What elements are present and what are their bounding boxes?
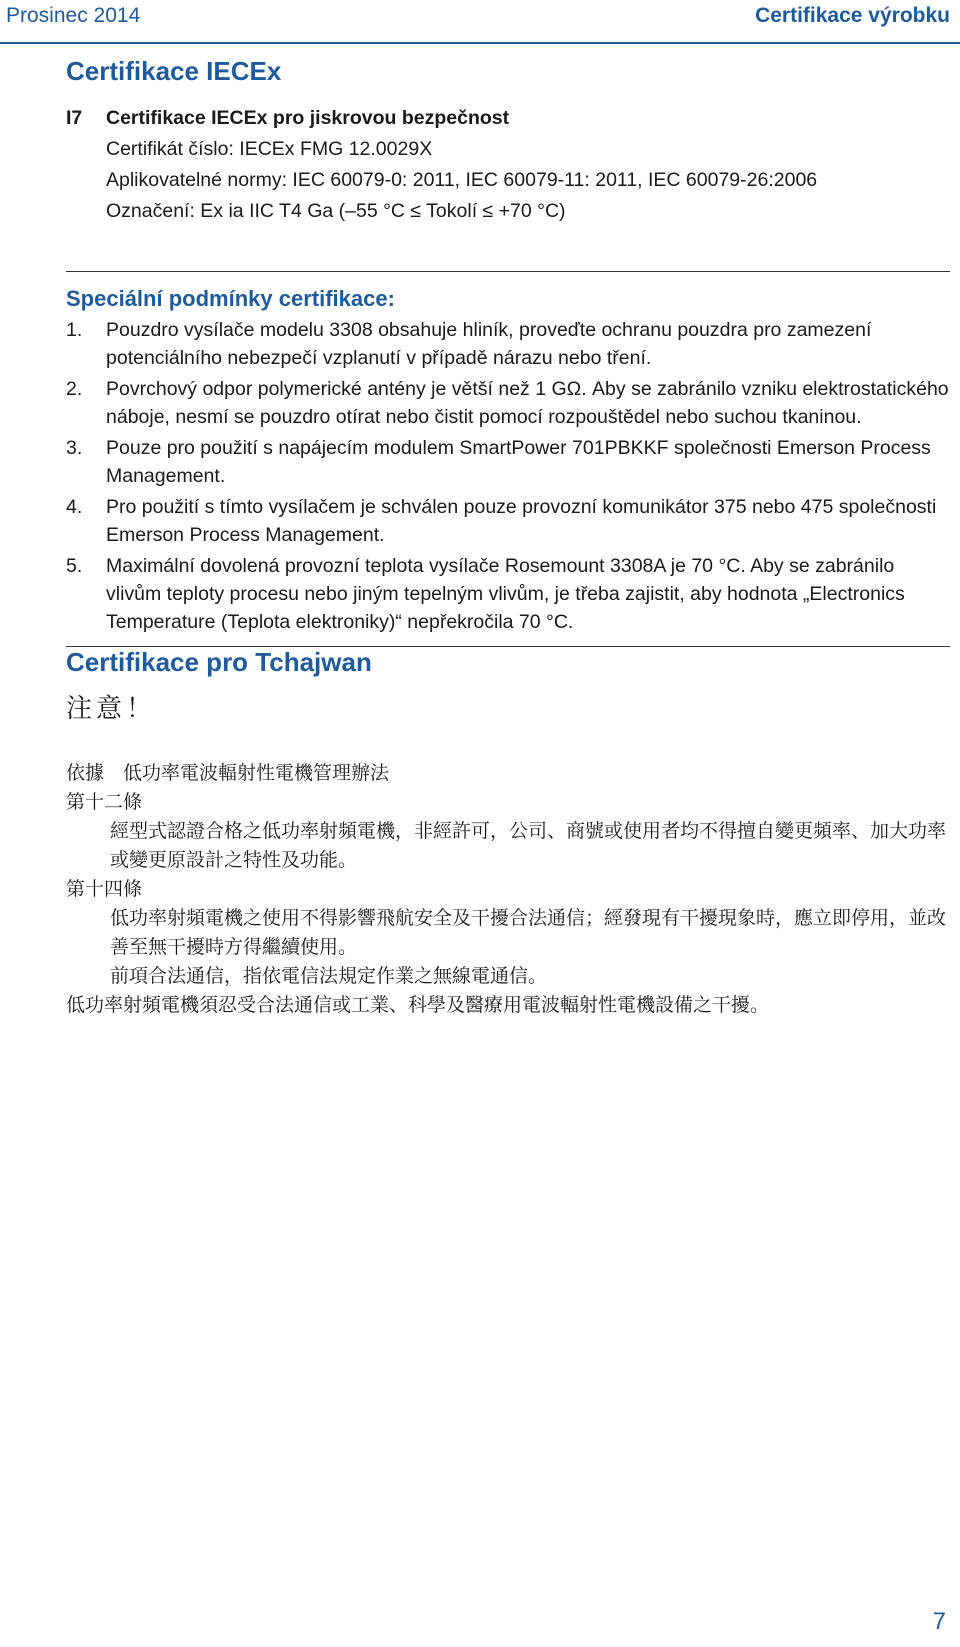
article-14-definition: 前項合法通信，指依電信法規定作業之無線電通信。	[110, 965, 548, 987]
article-14-interference: 低功率射頻電機須忍受合法通信或工業、科學及醫療用電波輻射性電機設備之干擾。	[66, 994, 770, 1016]
article-14-heading: 第十四條	[66, 878, 143, 900]
cert-marking: Označení: Ex ia IIC T4 Ga (–55 °C ≤ Tokolí ≤ +70 °C)	[106, 200, 566, 222]
iecex-section-title: Certifikace IECEx	[66, 56, 282, 86]
taiwan-section-title: Certifikace pro Tchajwan	[66, 647, 372, 677]
taiwan-notice: 注意！	[66, 694, 157, 724]
item-text: Pouze pro použití s napájecím modulem SmartPower 701PBKKF společnosti Emerson Process Management.	[106, 437, 931, 487]
taiwan-regulation-text	[66, 759, 950, 1020]
item-number: 2.	[66, 378, 83, 400]
list-item	[66, 493, 950, 549]
special-conditions-heading: Speciální podmínky certifikace:	[66, 286, 395, 311]
item-text: Pouzdro vysílače modelu 3308 obsahuje hliník, proveďte ochranu pouzdra pro zamezení potenciálního nebezpečí vzplanutí v případě nárazu nebo tření.	[106, 319, 872, 369]
item-text: Pro použití s tímto vysílačem je schválen pouze provozní komunikátor 375 nebo 475 společnosti Emerson Process Management.	[106, 496, 937, 546]
page-number: 7	[932, 1608, 946, 1635]
cert-standards: Aplikovatelné normy: IEC 60079-0: 2011, IEC 60079-11: 2011, IEC 60079-26:2006	[106, 169, 818, 191]
item-number: 4.	[66, 496, 83, 518]
article-12-text: 經型式認證合格之低功率射頻電機，非經許可，公司、商號或使用者均不得擅自變更頻率、加大功率或變更原設計之特性及功能。	[110, 820, 947, 871]
special-conditions-list	[66, 316, 950, 636]
regulation-reference: 依據 低功率電波輻射性電機管理辦法	[66, 762, 390, 784]
cert-name: Certifikace IECEx pro jiskrovou bezpečnost	[106, 107, 510, 129]
list-item	[66, 375, 950, 431]
item-number: 3.	[66, 437, 83, 459]
article-14-text: 低功率射頻電機之使用不得影響飛航安全及干擾合法通信；經發現有干擾現象時，應立即停用，並改善至無干擾時方得繼續使用。	[110, 907, 947, 958]
header-section-title: Certifikace výrobku	[755, 4, 950, 27]
header-divider	[0, 42, 960, 44]
item-number: 1.	[66, 319, 83, 341]
item-text: Maximální dovolená provozní teplota vysílače Rosemount 3308A je 70 °C. Aby se zabránilo vlivům teploty procesu nebo jiným tepelným vlivům, je třeba zajistit, aby hodnota „Electronics Temperature (Teplota elektroniky)“ nepřekročila 70 °C.	[106, 555, 905, 633]
item-text: Povrchový odpor polymerické antény je větší než 1 GΩ. Aby se zabránilo vzniku elektrostatického náboje, nesmí se pouzdro otírat nebo čistit pomocí rozpouštědel nebo suchou tkaninou.	[106, 378, 949, 428]
list-item	[66, 316, 950, 372]
cert-number: Certifikát číslo: IECEx FMG 12.0029X	[106, 138, 433, 160]
iecex-cert-block	[66, 103, 950, 227]
cert-code: I7	[66, 107, 83, 129]
list-item	[66, 552, 950, 636]
list-item	[66, 434, 950, 490]
item-number: 5.	[66, 555, 83, 577]
article-12-heading: 第十二條	[66, 791, 143, 813]
section-divider	[66, 271, 950, 272]
header-date: Prosinec 2014	[6, 4, 141, 27]
page-content	[66, 56, 950, 1020]
